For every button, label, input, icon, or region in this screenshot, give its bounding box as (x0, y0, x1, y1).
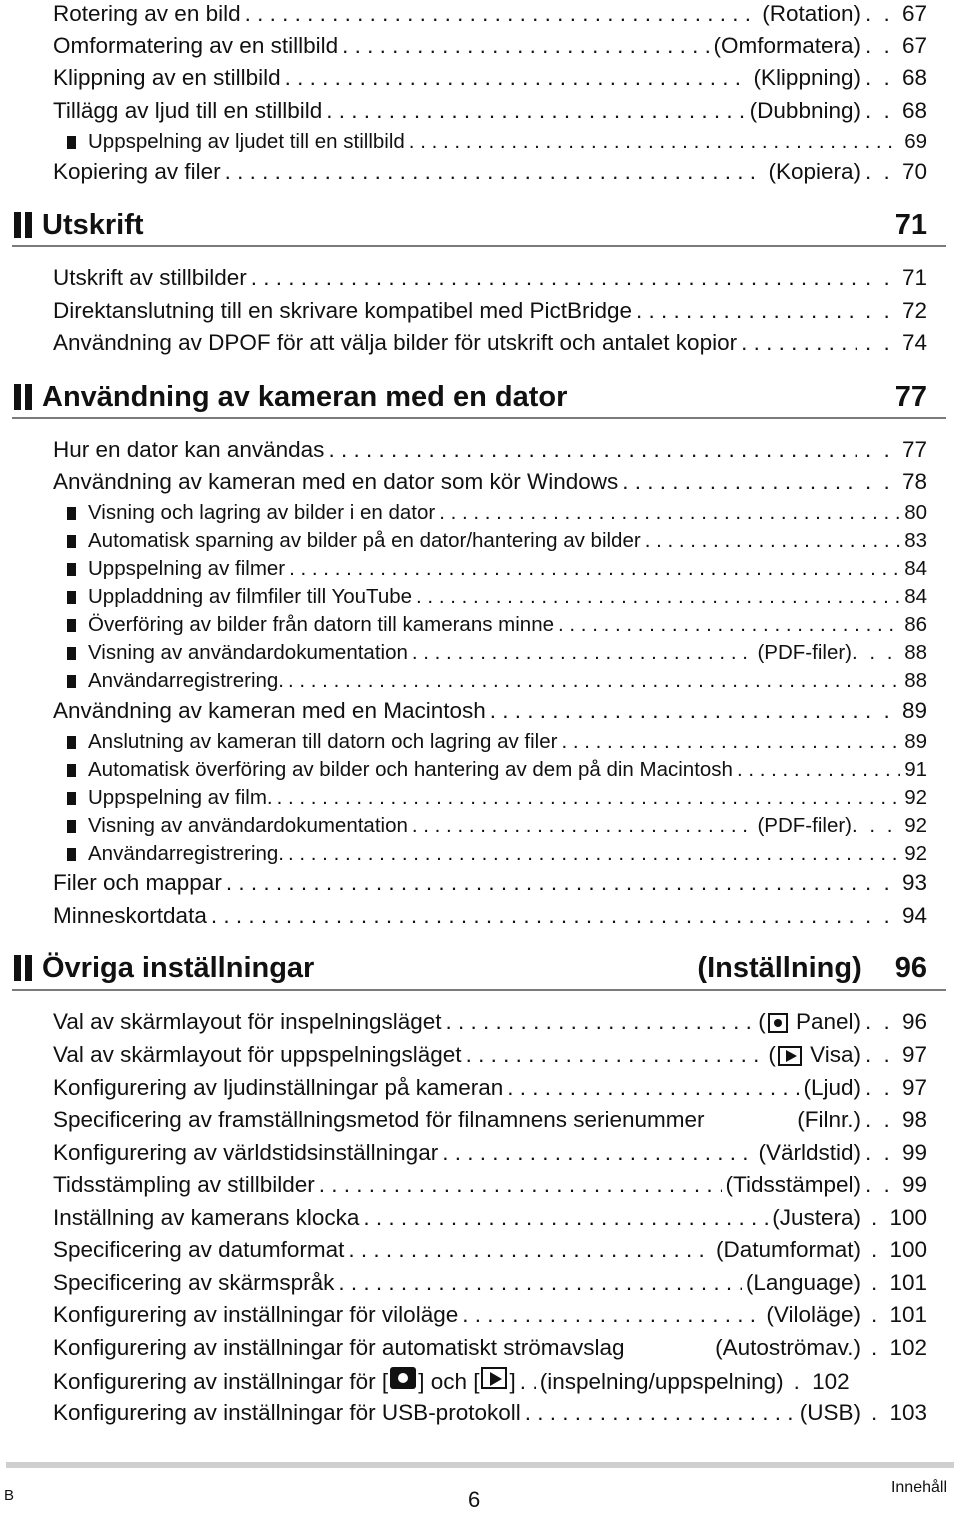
toc-entry[interactable]: Utskrift av stillbilder . . . . . 71 (53, 265, 927, 291)
bullet-icon (67, 820, 76, 833)
dot-leader (288, 841, 900, 867)
page-ref: . . 89 (864, 698, 927, 723)
toc-entry[interactable]: Minneskortdata . . . . . 94 (53, 903, 927, 929)
toc-subentry[interactable]: Visning av användardokumentation . . . (PDF-filer) . . . 92 (67, 813, 927, 839)
toc-entry[interactable]: Tidsstämpling av stillbilder . . . (Tidsstämpel) . . 99 (53, 1172, 927, 1198)
toc-subentry[interactable]: Uppladdning av filmfiler till YouTube . . . 84 (67, 584, 927, 610)
dot-leader (277, 785, 901, 811)
toc-entry[interactable]: Specificering av framställningsmetod för filnamnens serienummer (Filnr.) . . 98 (53, 1107, 927, 1132)
toc-entry[interactable]: Konfigurering av inställningar för viloläge . . . (Viloläge) . 101 (53, 1302, 927, 1328)
section-heading[interactable]: Användning av kameran med en dator 77 (14, 377, 927, 417)
page-ref: . . 71 (864, 265, 927, 290)
page-ref: 88 (904, 669, 927, 692)
toc-subentry[interactable]: Uppspelning av ljudet till en stillbild . . . 69 (67, 129, 927, 155)
toc-entry[interactable]: Användning av DPOF för att välja bilder för utskrift och antalet kopior . . . . . 74 (53, 330, 927, 356)
dot-leader (525, 1400, 796, 1426)
dot-leader (363, 1205, 768, 1231)
dot-leader (737, 757, 900, 783)
bullet-icon (67, 535, 76, 548)
dot-leader (251, 265, 857, 291)
dot-leader (409, 129, 900, 155)
page-ref: . . 70 (864, 159, 927, 184)
bullet-icon (67, 736, 76, 749)
page-ref: . 100 (870, 1237, 927, 1262)
toc-entry[interactable]: Konfigurering av inställningar för automatiskt strömavslag (Autoströmav.) . 102 (53, 1335, 927, 1360)
toc-entry[interactable]: Omformatering av en stillbild . . . (Omformatera) . . 67 (53, 33, 927, 59)
dot-leader (285, 65, 750, 91)
bullet-icon (67, 848, 76, 861)
page-ref: . . 68 (864, 98, 927, 123)
toc-entry[interactable]: Filer och mappar . . . . . 93 (53, 870, 927, 896)
section-marker-icon (14, 384, 21, 410)
page-ref: . . 78 (864, 469, 927, 494)
page-ref: . . 72 (864, 298, 927, 323)
page-ref: 84 (904, 557, 927, 580)
dot-leader (439, 500, 900, 526)
dot-leader (645, 528, 900, 554)
dot-leader (328, 437, 857, 463)
toc-entry[interactable]: Specificering av datumformat . . . (Datumformat) . 100 (53, 1237, 927, 1263)
bullet-icon (67, 563, 76, 576)
dot-leader (490, 698, 857, 724)
page-ref: . . . 92 (852, 814, 927, 837)
page-ref: 69 (904, 130, 927, 153)
page-ref: . . 77 (864, 437, 927, 462)
page-ref: . 101 (870, 1270, 927, 1295)
dot-leader (245, 1, 759, 27)
section-divider (12, 245, 946, 247)
bullet-icon (67, 507, 76, 520)
section-marker-icon (14, 955, 21, 981)
page-ref: 92 (904, 842, 927, 865)
dot-leader (507, 1075, 799, 1101)
page-ref: . . 93 (864, 870, 927, 895)
toc-entry[interactable]: Användning av kameran med en Macintosh . . . . . 89 (53, 698, 927, 724)
bullet-icon (67, 619, 76, 632)
toc-entry[interactable]: Klippning av en stillbild . . . (Klippning) . . 68 (53, 65, 927, 91)
page-ref: . . 99 (864, 1172, 927, 1197)
page-ref: . . 67 (864, 33, 927, 58)
bullet-icon (67, 647, 76, 660)
footer-section-label: Innehåll (890, 1479, 947, 1496)
toc-entry[interactable]: Kopiering av filer . . . (Kopiera) . . 70 (53, 159, 927, 185)
page-ref: 84 (904, 585, 927, 608)
dot-leader (288, 668, 900, 694)
toc-entry[interactable]: Rotering av en bild . . . (Rotation) . . 67 (53, 1, 927, 27)
page-ref: 80 (904, 501, 927, 524)
dot-leader (338, 1270, 742, 1296)
dot-leader (226, 870, 857, 896)
dot-leader (342, 33, 709, 59)
bullet-icon (67, 764, 76, 777)
page-ref: 86 (904, 613, 927, 636)
toc-subentry[interactable]: Visning och lagring av bilder i en dator . . . 80 (67, 500, 927, 526)
page-ref: . 100 (870, 1205, 927, 1230)
page-ref: 89 (904, 730, 927, 753)
dot-leader (211, 903, 857, 929)
dot-leader (741, 330, 857, 356)
toc-entry[interactable]: Användning av kameran med en dator som kör Windows . . . . . 78 (53, 469, 927, 495)
dot-leader (412, 640, 754, 666)
dot-leader (319, 1172, 722, 1198)
dot-leader (446, 1009, 755, 1035)
play-mode-icon (778, 1046, 802, 1066)
toc-entry[interactable]: Direktanslutning till en skrivare kompatibel med PictBridge . . . . . 72 (53, 298, 927, 324)
dot-leader (558, 612, 900, 638)
toc-subentry[interactable]: Anslutning av kameran till datorn och lagring av filer . . . 89 (67, 729, 927, 755)
toc-subentry[interactable]: Visning av användardokumentation . . . (PDF-filer) . . . 88 (67, 640, 927, 666)
page-ref: . . 74 (864, 330, 927, 355)
page-ref: . . 98 (864, 1107, 927, 1132)
toc-entry[interactable]: Inställning av kamerans klocka . . . (Justera) . 100 (53, 1205, 927, 1231)
toc-subentry[interactable]: Överföring av bilder från datorn till kamerans minne . . . 86 (67, 612, 927, 638)
page-ref: . . 96 (864, 1009, 927, 1034)
section-marker-icon (14, 212, 21, 238)
toc-subentry[interactable]: Uppspelning av filmer . . . 84 (67, 556, 927, 582)
page-ref: . 101 (870, 1302, 927, 1327)
dot-leader (462, 1302, 762, 1328)
bullet-icon (67, 591, 76, 604)
toc-entry[interactable]: Hur en dator kan användas . . . . . 77 (53, 437, 927, 463)
toc-entry[interactable]: Tillägg av ljud till en stillbild . . . (Dubbning) . . 68 (53, 98, 927, 124)
toc-subentry[interactable]: Uppspelning av film. . . . 92 (67, 785, 927, 811)
toc-subentry[interactable]: Användarregistrering. . . . 92 (67, 841, 927, 867)
page-ref: . 102 (870, 1335, 927, 1360)
toc-entry[interactable]: Specificering av skärmspråk . . . (Language) . 101 (53, 1270, 927, 1296)
dot-leader (636, 298, 857, 324)
toc-entry[interactable]: Val av skärmlayout för inspelningsläget . . . ( Panel) . . 96 (53, 1009, 927, 1035)
footer-left-label: B (4, 1487, 15, 1504)
bullet-icon (67, 792, 76, 805)
dot-leader (466, 1042, 765, 1068)
page-number: 6 (468, 1487, 481, 1512)
page-ref: 92 (904, 786, 927, 809)
toc-subentry[interactable]: Användarregistrering. . . . 88 (67, 668, 927, 694)
page-ref: . . 68 (864, 65, 927, 90)
dot-leader (412, 813, 754, 839)
section-divider (12, 417, 946, 419)
section-heading[interactable]: Övriga inställningar (Inställning) 96 (14, 948, 927, 988)
footer-bar (6, 1462, 954, 1468)
section-heading[interactable]: Utskrift 71 (14, 205, 927, 245)
dot-leader (326, 98, 745, 124)
page-ref: . . 67 (864, 1, 927, 26)
dot-leader (561, 729, 900, 755)
page-ref: . . 94 (864, 903, 927, 928)
toc-entry[interactable]: Konfigurering av inställningar för [ ] och [ ] . . . (inspelning/uppspelning) . 102 (53, 1367, 927, 1395)
page-ref: . 102 (793, 1369, 850, 1394)
toc-entry[interactable]: Konfigurering av inställningar för USB-protokoll . . . (USB) . 103 (53, 1400, 927, 1426)
page-ref: . . 99 (864, 1140, 927, 1165)
bullet-icon (67, 136, 76, 149)
dot-leader (416, 584, 900, 610)
bullet-icon (67, 675, 76, 688)
toc-entry[interactable]: Konfigurering av ljudinställningar på kameran . . . (Ljud) . . 97 (53, 1075, 927, 1101)
dot-leader (289, 556, 900, 582)
toc-entry[interactable]: Val av skärmlayout för uppspelningsläget . . . ( Visa) . . 97 (53, 1042, 927, 1068)
page-ref: 83 (904, 529, 927, 552)
toc-subentry[interactable]: Automatisk sparning av bilder på en dator/hantering av bilder . . . 83 (67, 528, 927, 554)
page-ref: 91 (904, 758, 927, 781)
camera-icon (390, 1367, 416, 1389)
dot-leader (348, 1237, 712, 1263)
dot-leader (520, 1369, 536, 1395)
dot-leader (442, 1140, 754, 1166)
page-ref: . 103 (870, 1400, 927, 1425)
dot-leader (225, 159, 765, 185)
page-ref: . . . 88 (852, 641, 927, 664)
page-ref: . . 97 (864, 1042, 927, 1067)
page-ref: . . 97 (864, 1075, 927, 1100)
play-icon (481, 1367, 507, 1389)
toc-subentry[interactable]: Automatisk överföring av bilder och hantering av dem på din Macintosh . . . 91 (67, 757, 927, 783)
section-divider (12, 989, 946, 991)
toc-entry[interactable]: Konfigurering av världstidsinställningar . . . (Världstid) . . 99 (53, 1140, 927, 1166)
record-mode-icon (768, 1013, 788, 1033)
dot-leader (622, 469, 857, 495)
